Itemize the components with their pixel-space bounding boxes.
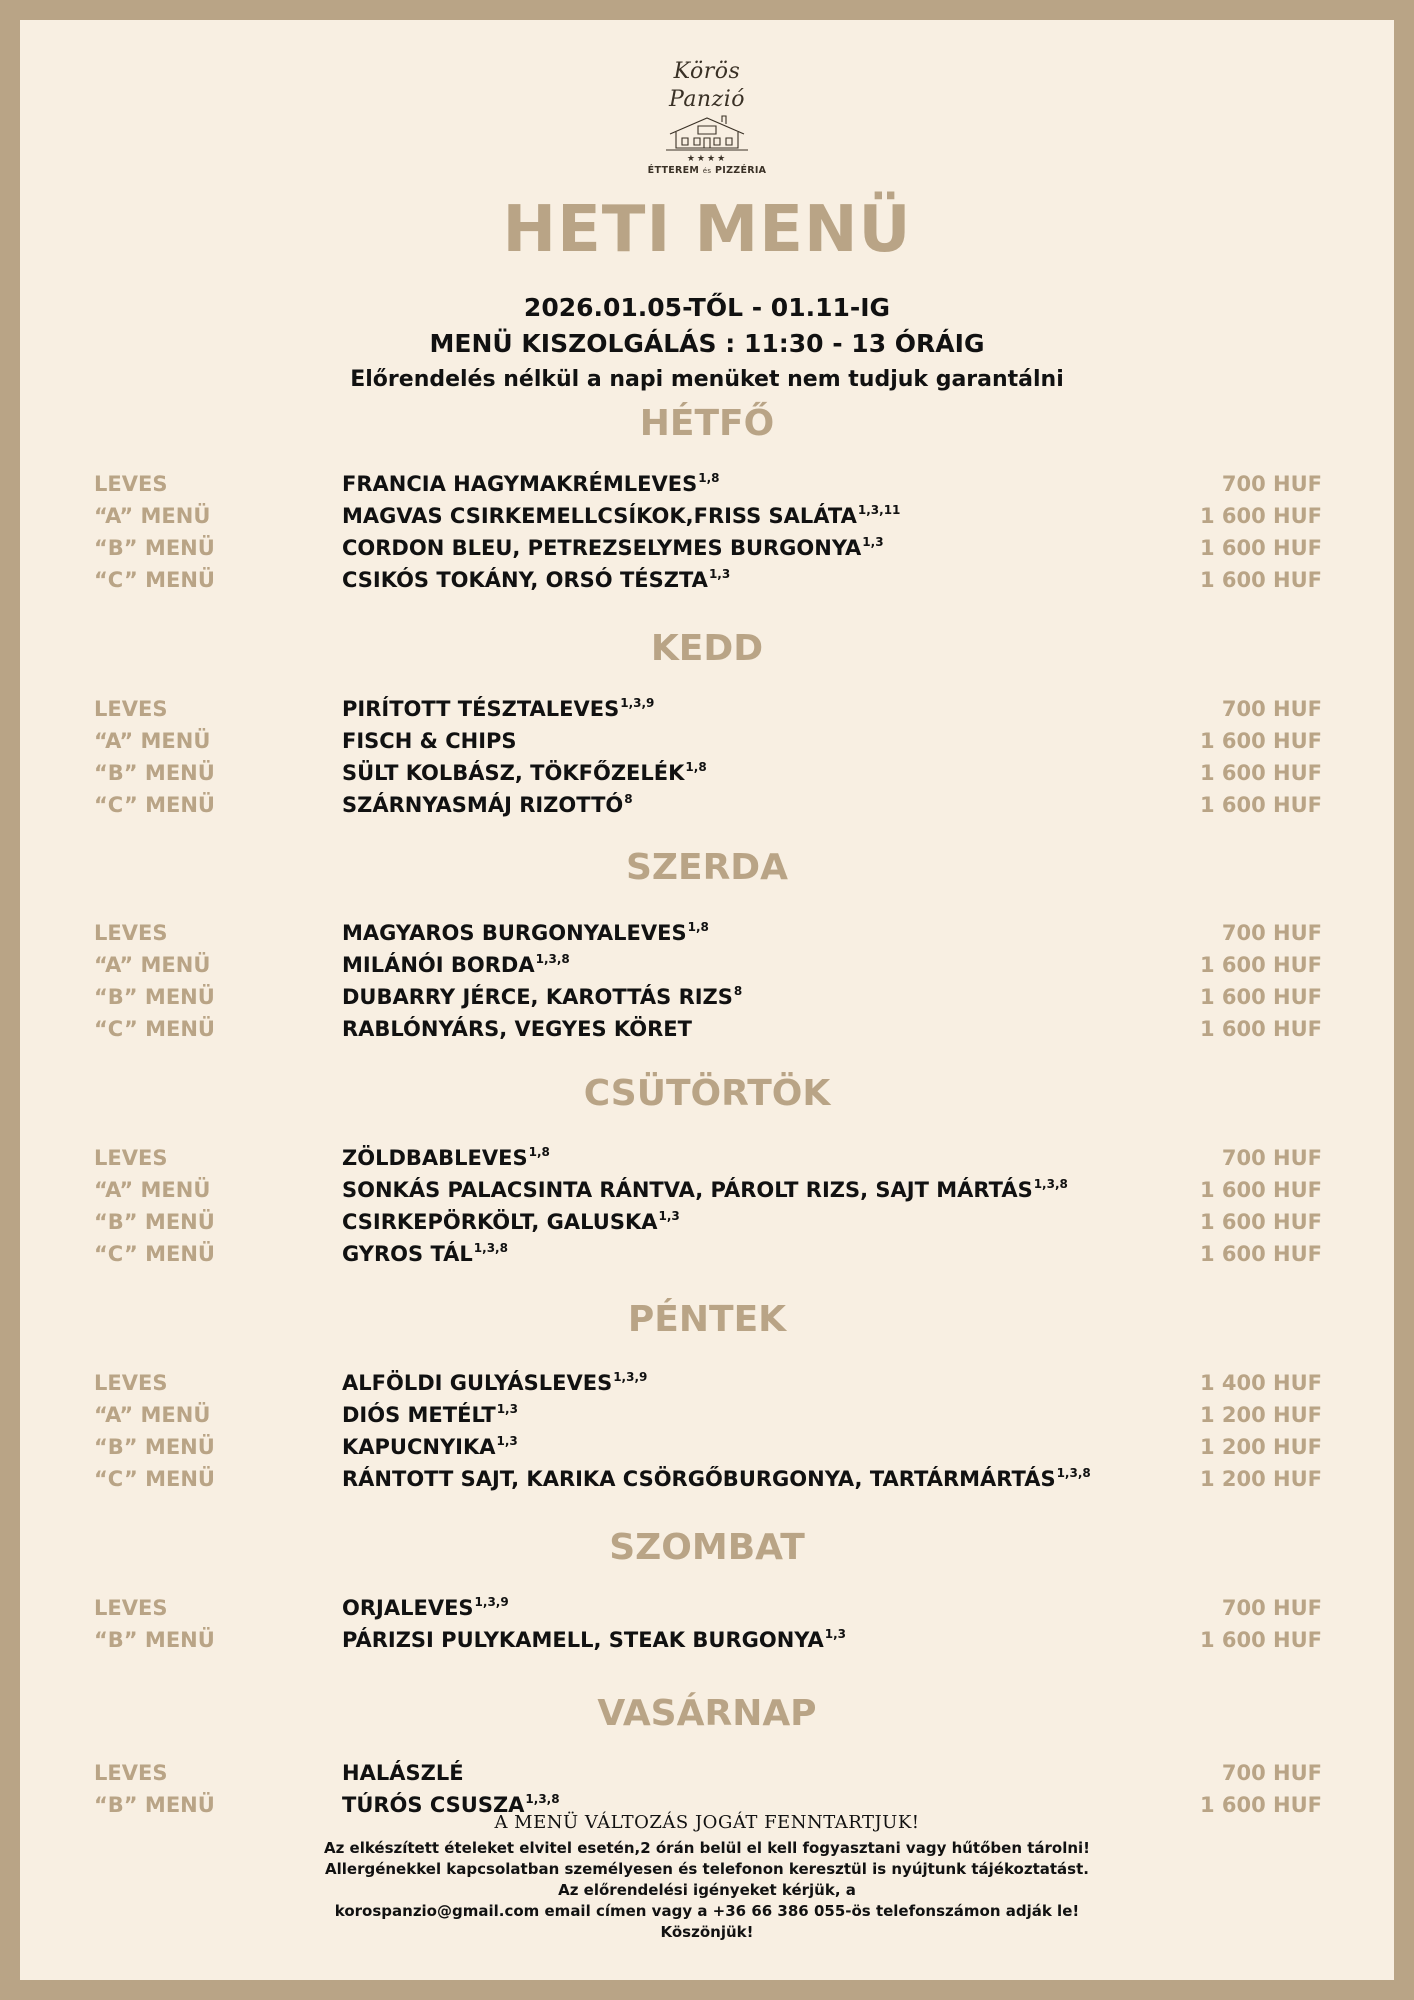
menu-row (94, 1463, 1322, 1495)
menu-label: “B” MENÜ (94, 1793, 215, 1817)
price: 700 HUF (1221, 1146, 1322, 1170)
menu-label: “B” MENÜ (94, 1210, 215, 1234)
preorder-notice: Előrendelés nélkül a napi menüket nem tudjuk garantálni (350, 367, 1064, 392)
menu-row (94, 532, 1322, 564)
dish-name: CORDON BLEU, PETREZSELYMES BURGONYA (342, 536, 862, 560)
footer-line: Az elkészített ételeket elvitel esetén,2 órán belül el kell fogyasztani vagy hűtőben tárolni! (323, 1839, 1091, 1857)
menu-page (20, 20, 1394, 1980)
menu-label: “C” MENÜ (94, 1467, 215, 1491)
price: 1 400 HUF (1199, 1371, 1322, 1395)
allergen-codes: 1,3 (708, 567, 731, 581)
logo-name: Körös Panzió (669, 59, 745, 112)
logo-subtitle-end: PIZZÉRIA (714, 165, 767, 176)
dish-name-wrap (342, 1142, 550, 1174)
menu-row (94, 1238, 1322, 1270)
service-time: MENÜ KISZOLGÁLÁS : 11:30 - 13 ÓRÁIG (429, 329, 985, 358)
allergen-codes: 8 (733, 984, 743, 998)
dish-name-wrap (342, 1624, 846, 1656)
house-icon (662, 114, 752, 154)
day-title: CSÜTÖRTÖK (583, 1073, 831, 1114)
allergen-codes: 1,3,9 (474, 1595, 509, 1609)
dish-name-wrap (342, 468, 720, 500)
dish-name: RÁNTOTT SAJT, KARIKA CSÖRGŐBURGONYA, TARTÁRMÁRTÁS (342, 1467, 1056, 1491)
dish-name: DUBARRY JÉRCE, KAROTTÁS RIZS (342, 985, 733, 1009)
dish-name: TÚRÓS CSUSZA (342, 1793, 525, 1817)
menu-row (94, 1431, 1322, 1463)
menu-label: “C” MENÜ (94, 568, 215, 592)
rating-stars: ★★★★ (686, 154, 728, 164)
menu-row (94, 500, 1322, 532)
price: 700 HUF (1221, 697, 1322, 721)
dish-name-wrap (342, 1399, 518, 1431)
logo-subtitle (642, 164, 772, 178)
dish-name-wrap (342, 1238, 508, 1270)
menu-row (94, 1592, 1322, 1624)
day-title: SZERDA (625, 847, 789, 888)
menu-row (94, 949, 1322, 981)
allergen-codes: 1,3,8 (525, 1792, 560, 1806)
price: 1 200 HUF (1199, 1467, 1322, 1491)
menu-row (94, 564, 1322, 596)
menu-label: “C” MENÜ (94, 1017, 215, 1041)
price: 1 600 HUF (1199, 793, 1322, 817)
price: 1 600 HUF (1199, 1178, 1322, 1202)
menu-label: “B” MENÜ (94, 1628, 215, 1652)
menu-label: “B” MENÜ (94, 1435, 215, 1459)
dish-name-wrap (342, 693, 654, 725)
dish-name: MILÁNÓI BORDA (342, 953, 535, 977)
dish-name-wrap (342, 725, 518, 757)
allergen-codes: 1,3 (824, 1627, 846, 1641)
menu-row (94, 1142, 1322, 1174)
dish-name: CSIRKEPÖRKÖLT, GALUSKA (342, 1210, 658, 1234)
price: 1 600 HUF (1199, 504, 1322, 528)
restaurant-logo (642, 58, 772, 178)
allergen-codes: 1,3,8 (473, 1241, 508, 1255)
dish-name-wrap (342, 1206, 680, 1238)
menu-row (94, 1013, 1322, 1045)
menu-label: “A” MENÜ (94, 1403, 211, 1427)
menu-row (94, 1206, 1322, 1238)
allergen-codes: 1,3 (658, 1209, 680, 1223)
dish-name: MAGVAS CSIRKEMELLCSÍKOK,FRISS SALÁTA (342, 504, 857, 528)
menu-label: LEVES (94, 921, 168, 945)
dish-name-wrap (342, 949, 570, 981)
footer (20, 1808, 1394, 1943)
price: 700 HUF (1221, 1761, 1322, 1785)
menu-label: LEVES (94, 1596, 168, 1620)
allergen-codes: 1,3,9 (620, 696, 655, 710)
menu-label: “B” MENÜ (94, 985, 215, 1009)
dish-name-wrap (342, 564, 730, 596)
price: 1 600 HUF (1199, 761, 1322, 785)
allergen-codes: 1,3,9 (613, 1370, 648, 1384)
menu-label: “A” MENÜ (94, 953, 211, 977)
dish-name-wrap (342, 500, 900, 532)
allergen-codes: 1,3 (862, 535, 884, 549)
dish-name: SÜLT KOLBÁSZ, TÖKFŐZELÉK (342, 761, 685, 785)
price: 700 HUF (1221, 921, 1322, 945)
menu-label: LEVES (94, 1371, 168, 1395)
allergen-codes: 1,3 (496, 1402, 518, 1416)
menu-row (94, 917, 1322, 949)
dish-name: KAPUCNYIKA (342, 1435, 496, 1459)
footer-line: korospanzio@gmail.com email címen vagy a +36 66 386 055-ös telefonszámon adják le! (334, 1902, 1080, 1920)
dish-name: DIÓS METÉLT (342, 1403, 496, 1427)
dish-name-wrap (342, 1592, 509, 1624)
dish-name: PÁRIZSI PULYKAMELL, STEAK BURGONYA (342, 1628, 824, 1652)
allergen-codes: 1,3 (496, 1434, 518, 1448)
menu-row (94, 757, 1322, 789)
dish-name: MAGYAROS BURGONYALEVES (342, 921, 687, 945)
price: 1 600 HUF (1199, 1017, 1322, 1041)
dish-name-wrap (342, 532, 884, 564)
allergen-codes: 1,8 (685, 760, 707, 774)
dish-name: CSIKÓS TOKÁNY, ORSÓ TÉSZTA (342, 568, 708, 592)
price: 700 HUF (1221, 472, 1322, 496)
menu-label: “B” MENÜ (94, 536, 215, 560)
dish-name: SONKÁS PALACSINTA RÁNTVA, PÁROLT RIZS, SAJT MÁRTÁS (342, 1178, 1033, 1202)
price: 1 600 HUF (1199, 729, 1322, 753)
day-title: KEDD (650, 628, 764, 669)
price: 1 600 HUF (1199, 1628, 1322, 1652)
allergen-codes: 1,3,8 (535, 952, 570, 966)
allergen-codes: 1,8 (687, 920, 709, 934)
date-range: 2026.01.05-TŐL - 01.11-IG (523, 293, 891, 322)
dish-name: HALÁSZLÉ (342, 1761, 464, 1785)
dish-name: FRANCIA HAGYMAKRÉMLEVES (342, 472, 698, 496)
menu-label: LEVES (94, 1146, 168, 1170)
dish-name: PIRÍTOTT TÉSZTALEVES (342, 697, 620, 721)
dish-name-wrap (342, 1757, 465, 1789)
dish-name: FISCH & CHIPS (342, 729, 517, 753)
menu-row (94, 981, 1322, 1013)
dish-name: ZÖLDBABLEVES (342, 1146, 528, 1170)
menu-label: LEVES (94, 472, 168, 496)
dish-name: ALFÖLDI GULYÁSLEVES (342, 1371, 613, 1395)
menu-label: “C” MENÜ (94, 1242, 215, 1266)
menu-label: “A” MENÜ (94, 504, 211, 528)
menu-label: “A” MENÜ (94, 729, 211, 753)
dish-name: RABLÓNYÁRS, VEGYES KÖRET (342, 1017, 692, 1041)
dish-name-wrap (342, 1174, 1068, 1206)
dish-name-wrap (342, 981, 742, 1013)
price: 1 600 HUF (1199, 1793, 1322, 1817)
menu-label: LEVES (94, 697, 168, 721)
dish-name-wrap (342, 1463, 1091, 1495)
dish-name-wrap (342, 917, 709, 949)
menu-row (94, 725, 1322, 757)
price: 1 600 HUF (1199, 985, 1322, 1009)
logo-subtitle-main: ÉTTEREM (647, 165, 700, 176)
menu-row (94, 1757, 1322, 1789)
dish-name: SZÁRNYASMÁJ RIZOTTÓ (342, 793, 624, 817)
logo-subtitle-joiner: és (702, 167, 712, 175)
price: 1 600 HUF (1199, 953, 1322, 977)
dish-name-wrap (342, 757, 707, 789)
dish-name-wrap (342, 1367, 647, 1399)
allergen-codes: 1,8 (698, 471, 720, 485)
menu-label: LEVES (94, 1761, 168, 1785)
dish-name-wrap (342, 1013, 693, 1045)
day-title: VASÁRNAP (597, 1693, 817, 1734)
price: 700 HUF (1221, 1596, 1322, 1620)
price: 1 200 HUF (1199, 1403, 1322, 1427)
day-title: SZOMBAT (609, 1527, 805, 1568)
change-notice: A MENÜ VÁLTOZÁS JOGÁT FENNTARTJUK! (494, 1812, 920, 1833)
price: 1 600 HUF (1199, 1242, 1322, 1266)
footer-line: Köszönjük! (660, 1923, 754, 1941)
dish-name-wrap (342, 789, 633, 821)
allergen-codes: 1,8 (528, 1145, 550, 1159)
allergen-codes: 1,3,8 (1056, 1466, 1091, 1480)
price: 1 600 HUF (1199, 568, 1322, 592)
price: 1 600 HUF (1199, 1210, 1322, 1234)
dish-name: GYROS TÁL (342, 1242, 473, 1266)
dish-name: ORJALEVES (342, 1596, 474, 1620)
footer-line: Az előrendelési igényeket kérjük, a (558, 1881, 856, 1899)
menu-row (94, 1367, 1322, 1399)
allergen-codes: 1,3,8 (1033, 1177, 1068, 1191)
menu-label: “A” MENÜ (94, 1178, 211, 1202)
menu-row (94, 1399, 1322, 1431)
allergen-codes: 8 (624, 792, 633, 806)
price: 1 600 HUF (1199, 536, 1322, 560)
menu-label: “C” MENÜ (94, 793, 215, 817)
menu-row (94, 1174, 1322, 1206)
allergen-codes: 1,3,11 (857, 503, 901, 517)
price: 1 200 HUF (1199, 1435, 1322, 1459)
menu-label: “B” MENÜ (94, 761, 215, 785)
day-title: HÉTFŐ (639, 403, 775, 444)
dish-name-wrap (342, 1431, 518, 1463)
day-title: PÉNTEK (627, 1299, 787, 1340)
menu-row (94, 693, 1322, 725)
menu-row (94, 1624, 1322, 1656)
page-title: HETI MENÜ (502, 193, 912, 267)
menu-row (94, 468, 1322, 500)
footer-line: Allergénekkel kapcsolatban személyesen és telefonon keresztül is nyújtunk tájékoztatást. (325, 1860, 1089, 1878)
menu-row (94, 789, 1322, 821)
